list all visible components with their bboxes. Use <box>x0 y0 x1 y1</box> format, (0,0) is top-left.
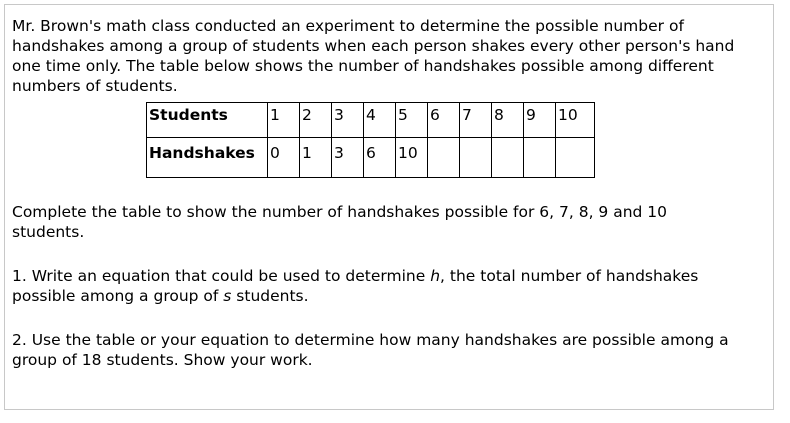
handshakes-cell: 0 <box>268 138 300 178</box>
students-cell: 6 <box>428 103 460 138</box>
question-2: 2. Use the table or your equation to determine how many handshakes are possible among a group of 18 students. Show your work. <box>12 331 729 369</box>
students-cell: 4 <box>364 103 396 138</box>
q1-middle: , the total number of handshakes possible among a group of <box>12 267 699 305</box>
students-cell: 8 <box>492 103 524 138</box>
handshakes-cell: 1 <box>300 138 332 178</box>
students-label: Students <box>147 103 268 138</box>
handshakes-label: Handshakes <box>147 138 268 178</box>
intro-text: Mr. Brown's math class conducted an experiment to determine the possible number of handshakes among a group of students when each person shakes every other person's hand one time only. The table below shows the number of handshakes possible among different numbers of students. <box>12 17 735 95</box>
students-row <box>147 103 595 138</box>
var-h: h <box>430 267 441 285</box>
handshake-table <box>146 102 595 178</box>
handshakes-cell: 6 <box>364 138 396 178</box>
students-cell: 1 <box>268 103 300 138</box>
handshakes-cell: 3 <box>332 138 364 178</box>
handshakes-cell <box>492 138 524 178</box>
students-cell: 9 <box>524 103 556 138</box>
instruction-text: Complete the table to show the number of handshakes possible for 6, 7, 8, 9 and 10 students. <box>12 203 668 241</box>
q1-before: 1. Write an equation that could be used to determine <box>12 267 431 285</box>
students-cell: 5 <box>396 103 428 138</box>
handshakes-cell <box>428 138 460 178</box>
students-cell: 2 <box>300 103 332 138</box>
students-cell: 10 <box>556 103 595 138</box>
students-cell: 3 <box>332 103 364 138</box>
handshakes-row <box>147 138 595 178</box>
handshakes-cell <box>556 138 595 178</box>
handshakes-cell: 10 <box>396 138 428 178</box>
question-1 <box>12 266 742 306</box>
problem-content <box>12 16 772 370</box>
students-cell: 7 <box>460 103 492 138</box>
handshakes-cell <box>460 138 492 178</box>
q1-after: students. <box>231 287 309 305</box>
var-s: s <box>223 287 232 305</box>
handshakes-cell <box>524 138 556 178</box>
